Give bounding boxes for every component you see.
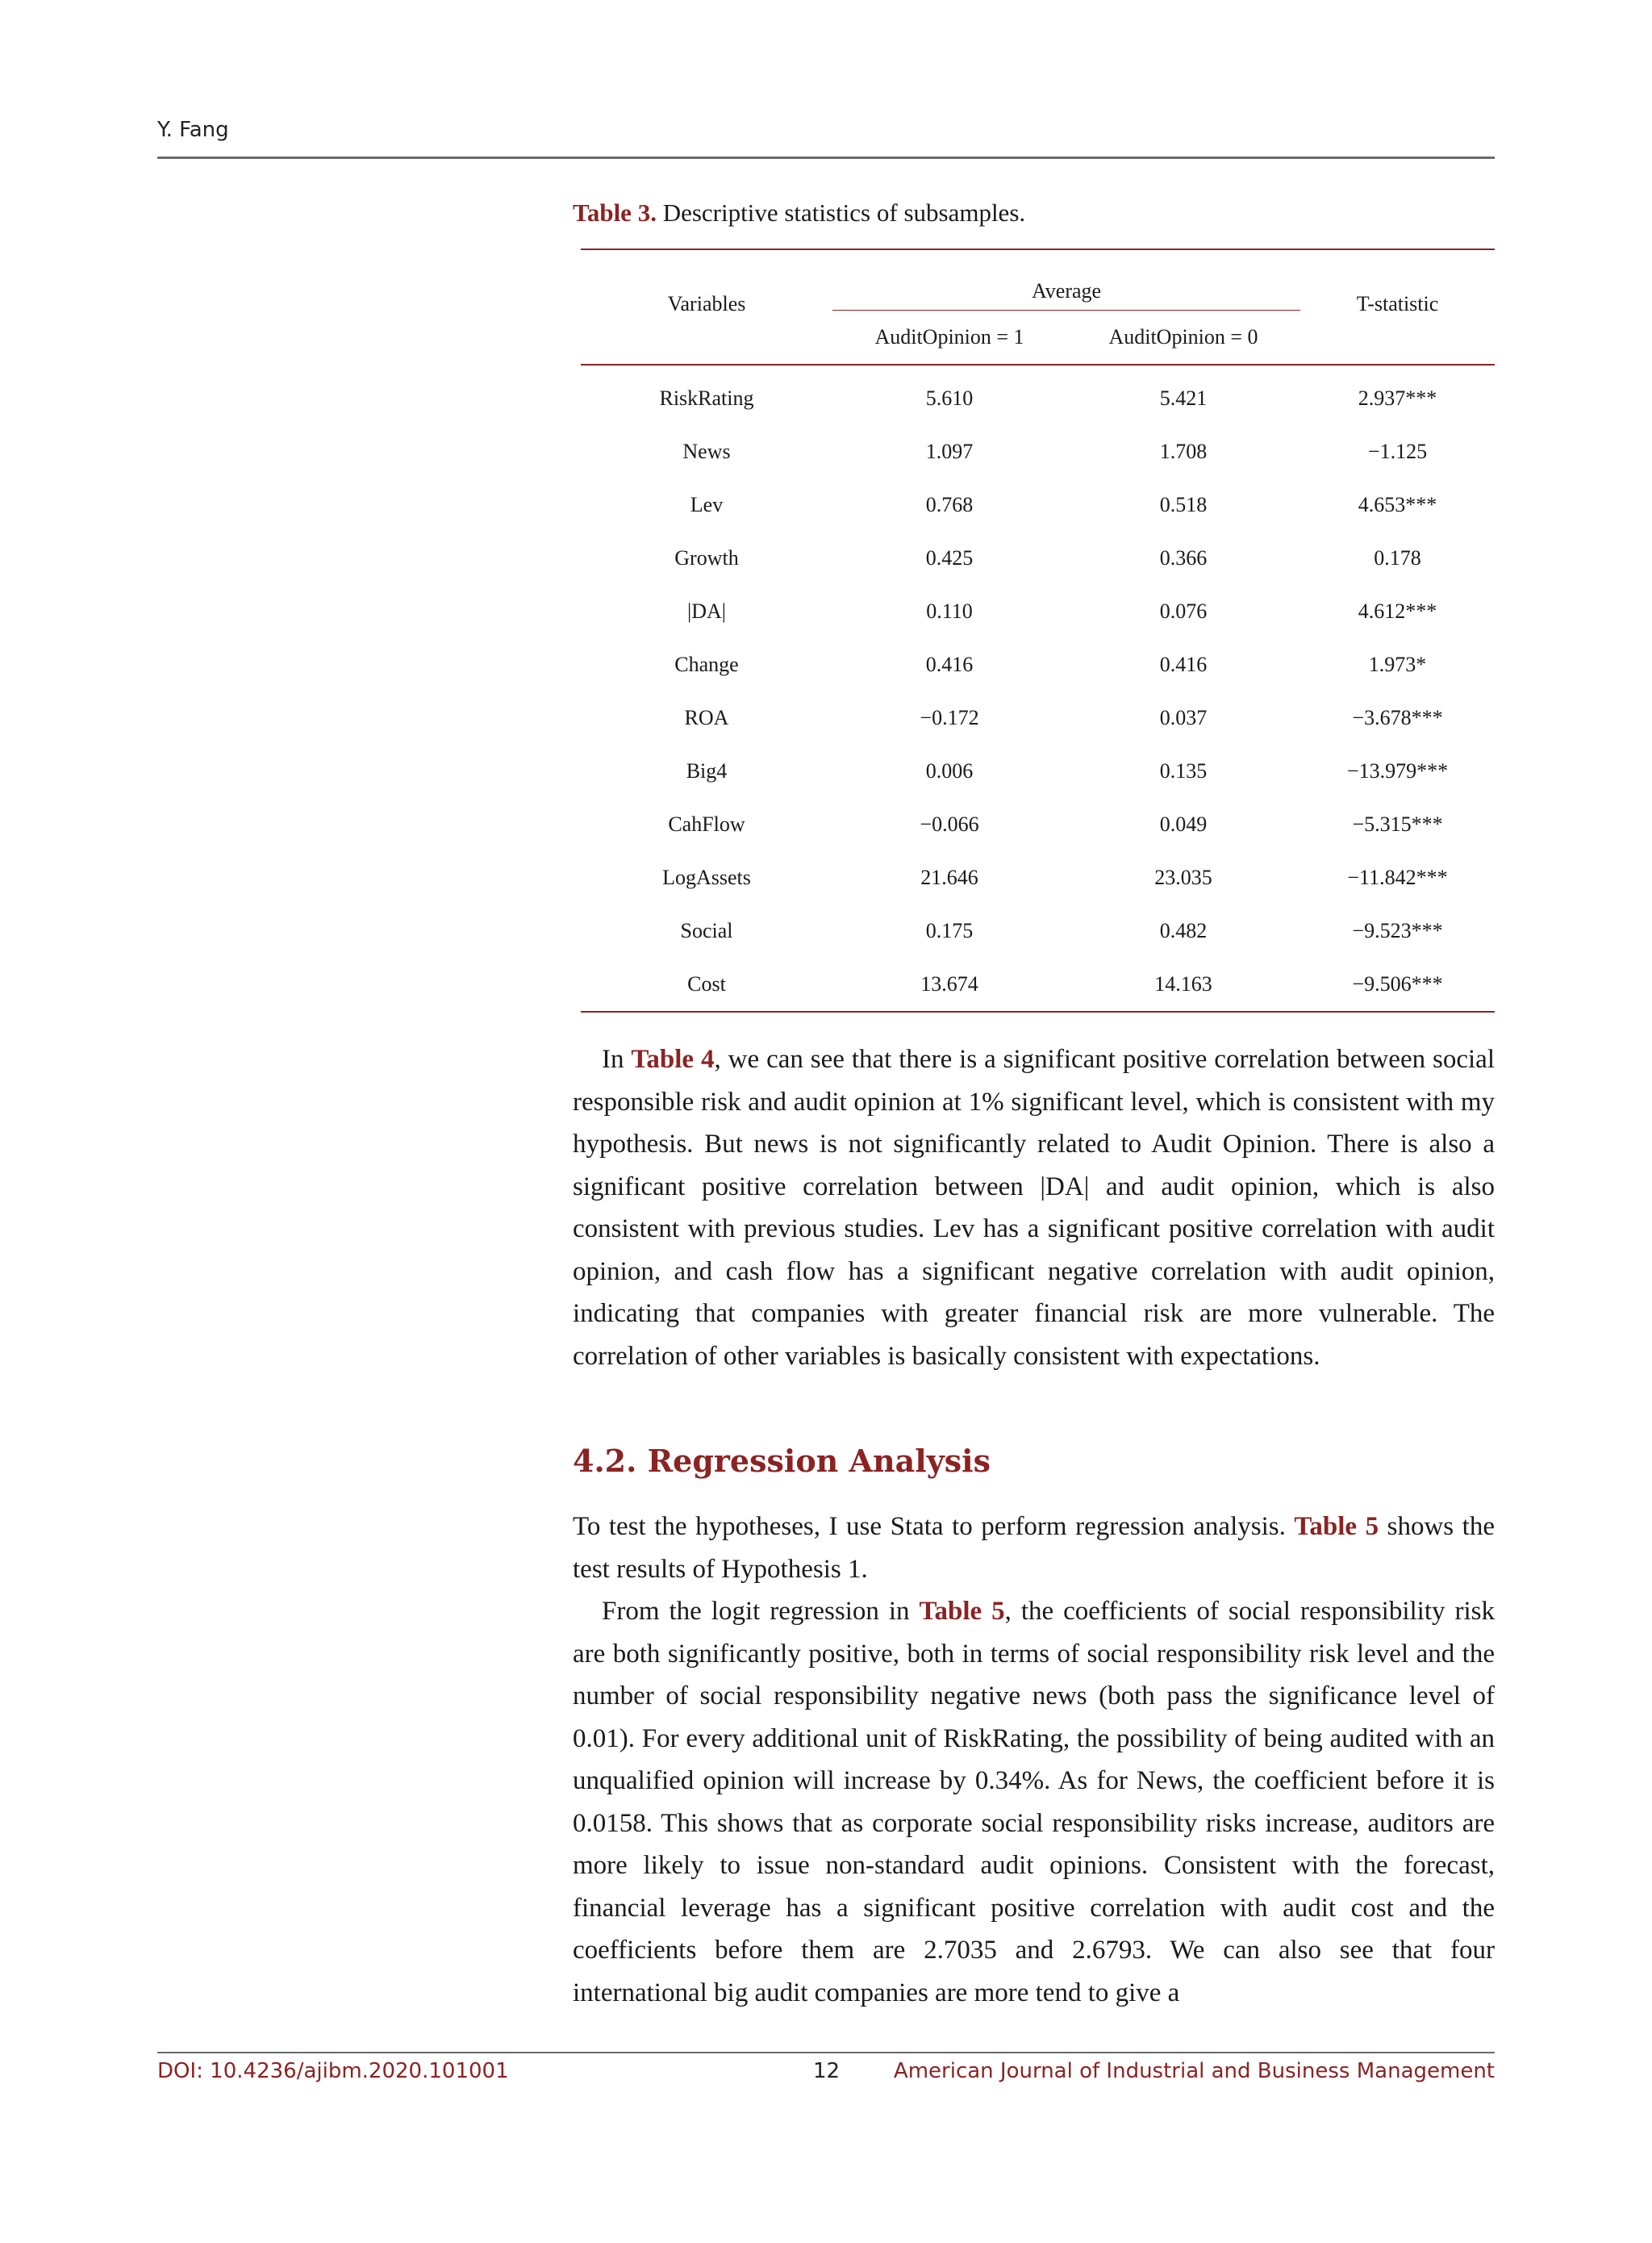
- cell-tstatistic: 4.612***: [1358, 599, 1437, 623]
- col-header-audit-opinion-1: AuditOpinion = 1: [874, 325, 1024, 349]
- cell-audit-opinion-1: 5.610: [925, 386, 974, 410]
- table-row: [581, 691, 1495, 745]
- paragraph-regression-intro: [573, 1506, 1495, 1590]
- table-row: [581, 904, 1495, 958]
- table-row: [581, 745, 1495, 798]
- table-row: [581, 425, 1495, 478]
- footer-rule: [157, 2052, 1495, 2053]
- cell-audit-opinion-1: −0.066: [920, 812, 979, 836]
- cell-audit-opinion-0: 0.416: [1159, 653, 1208, 676]
- cell-tstatistic: −9.506***: [1352, 972, 1443, 996]
- cell-audit-opinion-1: −0.172: [920, 706, 979, 729]
- paragraph-logit-regression: [573, 1590, 1495, 2014]
- table-body: [581, 365, 1495, 1012]
- table-row: [581, 585, 1495, 638]
- cell-audit-opinion-0: 0.049: [1159, 812, 1208, 836]
- col-header-variables: Variables: [581, 249, 832, 365]
- cell-variable: Lev: [690, 493, 724, 516]
- cell-audit-opinion-1: 0.175: [925, 919, 974, 942]
- cell-audit-opinion-0: 0.135: [1159, 759, 1208, 783]
- cell-audit-opinion-0: 0.366: [1159, 546, 1208, 570]
- cell-audit-opinion-1: 0.006: [925, 759, 974, 783]
- para2-text-pre: To test the hypotheses, I use Stata to perform regression analysis.: [573, 1512, 1295, 1541]
- cell-variable: RiskRating: [659, 386, 754, 410]
- cell-audit-opinion-1: 0.416: [925, 653, 974, 676]
- running-header-author: Y. Fang: [157, 118, 229, 142]
- cell-variable: News: [682, 440, 731, 463]
- cell-audit-opinion-0: 0.518: [1159, 493, 1208, 516]
- cell-audit-opinion-1: 0.110: [926, 599, 973, 623]
- table-caption: [573, 198, 1025, 228]
- cell-audit-opinion-0: 5.421: [1159, 386, 1208, 410]
- col-header-tstatistic: T-statistic: [1300, 249, 1495, 365]
- table-caption-text: Descriptive statistics of subsamples.: [656, 198, 1026, 227]
- section-heading-regression: 4.2. Regression Analysis: [573, 1443, 991, 1479]
- cell-tstatistic: −11.842***: [1347, 866, 1448, 889]
- cell-tstatistic: 2.937***: [1358, 386, 1437, 410]
- table-row: [581, 638, 1495, 691]
- para1-text-pre: In: [602, 1045, 632, 1074]
- cell-audit-opinion-0: 0.037: [1159, 706, 1208, 729]
- col-header-audit-opinion-0: AuditOpinion = 0: [1108, 325, 1258, 349]
- para2-text-post: shows the test results of Hypothesis 1.: [573, 1512, 1495, 1584]
- footer-journal-link[interactable]: American Journal of Industrial and Business Management: [893, 2059, 1495, 2083]
- para1-text-post: , we can see that there is a significant positive correlation between social responsible risk and audit opinion at 1% significant level, which is consistent with my hypothesis. But news is not significantly related to Audit Opinion. There is also a significant positive correlation between |DA| and audit opinion, which is also consistent with previous studies. Lev has a significant positive correlation with audit opinion, and cash flow has a significant negative correlation with audit opinion, indicating that companies with greater financial risk are more vulnerable. The correlation of other variables is basically consistent with expectations.: [573, 1045, 1495, 1371]
- cell-audit-opinion-1: 21.646: [920, 866, 978, 889]
- cell-audit-opinion-1: 13.674: [920, 972, 978, 996]
- descriptive-statistics-table: [581, 249, 1495, 1013]
- cell-variable: Big4: [686, 759, 728, 783]
- cell-tstatistic: −9.523***: [1352, 919, 1443, 942]
- para3-text-post: , the coefficients of social responsibility risk are both significantly positive, both in terms of social responsibility risk level and the number of social responsibility negative news (both pass the significance level of 0.01). For every additional unit of RiskRating, the possibility of being audited with an unqualified opinion will increase by 0.34%. As for News, the coefficient before it is 0.0158. This shows that as corporate social responsibility risks increase, auditors are more likely to issue non-standard audit opinions. Consistent with the forecast, financial leverage has a significant positive correlation with audit cost and the coefficients before them are 2.7035 and 2.6793. We can also see that four international big audit companies are more tend to give a: [573, 1597, 1495, 2007]
- footer-doi-link[interactable]: DOI: 10.4236/ajibm.2020.101001: [157, 2059, 509, 2083]
- cell-tstatistic: 1.973*: [1368, 653, 1427, 676]
- header-rule: [157, 157, 1495, 159]
- table-5-link-2[interactable]: Table 5: [919, 1597, 1005, 1626]
- table-row: [581, 532, 1495, 585]
- cell-audit-opinion-0: 0.482: [1159, 919, 1208, 942]
- cell-variable: |DA|: [687, 599, 726, 623]
- cell-audit-opinion-1: 0.425: [925, 546, 974, 570]
- cell-variable: ROA: [684, 706, 729, 729]
- cell-variable: Social: [680, 919, 733, 942]
- cell-tstatistic: −3.678***: [1352, 706, 1443, 729]
- paragraph-correlation: [573, 1038, 1495, 1377]
- col-header-average: Average: [832, 249, 1300, 311]
- cell-variable: CahFlow: [668, 812, 745, 836]
- cell-audit-opinion-0: 14.163: [1154, 972, 1212, 996]
- cell-audit-opinion-1: 1.097: [925, 440, 974, 463]
- table-row: [581, 798, 1495, 851]
- cell-tstatistic: 4.653***: [1358, 493, 1437, 516]
- cell-tstatistic: −1.125: [1367, 440, 1428, 463]
- table-caption-label: Table 3.: [573, 198, 657, 227]
- cell-variable: LogAssets: [662, 866, 751, 889]
- cell-audit-opinion-0: 0.076: [1159, 599, 1208, 623]
- table-row: [581, 851, 1495, 904]
- footer-page-number: 12: [813, 2059, 841, 2083]
- cell-tstatistic: −5.315***: [1352, 812, 1443, 836]
- cell-variable: Cost: [687, 972, 726, 996]
- cell-audit-opinion-1: 0.768: [925, 493, 974, 516]
- para3-text-pre: From the logit regression in: [602, 1597, 920, 1626]
- table-5-link[interactable]: Table 5: [1294, 1512, 1379, 1541]
- descriptive-statistics-table-wrap: [581, 249, 1495, 1013]
- cell-tstatistic: 0.178: [1374, 546, 1421, 570]
- cell-audit-opinion-0: 23.035: [1154, 866, 1212, 889]
- cell-tstatistic: −13.979***: [1346, 759, 1449, 783]
- cell-variable: Change: [674, 653, 739, 676]
- table-row: [581, 365, 1495, 425]
- table-row: [581, 478, 1495, 532]
- table-row: [581, 958, 1495, 1012]
- table-4-link[interactable]: Table 4: [631, 1045, 715, 1074]
- cell-variable: Growth: [674, 546, 739, 570]
- cell-audit-opinion-0: 1.708: [1159, 440, 1208, 463]
